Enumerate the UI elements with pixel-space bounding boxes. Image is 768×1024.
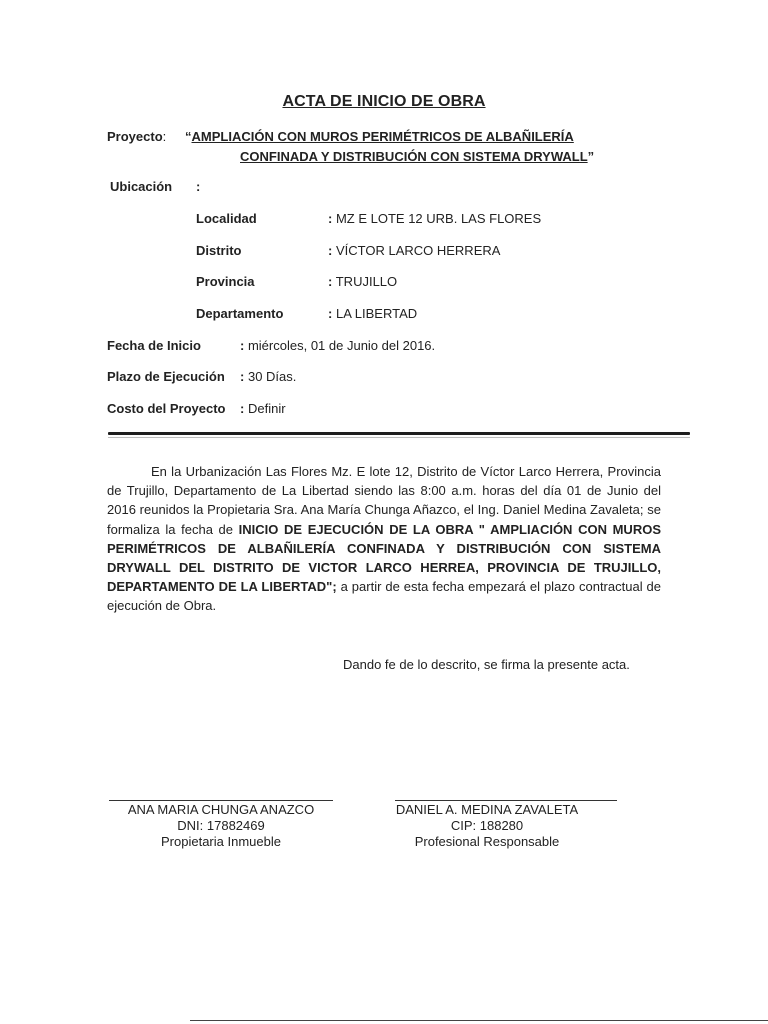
- location-label: Ubicación: [110, 179, 173, 194]
- section-divider-shadow: [108, 437, 690, 438]
- body-text-bold: INICIO DE EJECUCIÓN DE LA OBRA " AMPLIACIÓN CON MUROS PERIMÉTRICOS DE ALBAÑILERÍA CONFINADA Y DISTRIBUCIÓN CON SISTEMA DRYWALL DEL DISTRITO DE VICTOR LARCO HERREA, PROVINCIA DE TRUJILLO, DEPARTAMENTO DE LA LIBERTAD";: [107, 521, 661, 595]
- locality-label: Localidad: [196, 211, 257, 226]
- start-date-value: : miércoles, 01 de Junio del 2016.: [240, 338, 436, 353]
- signature-block-owner: [109, 802, 333, 850]
- signer-id: CIP: 188280: [450, 818, 524, 833]
- signer-role: Propietaria Inmueble: [161, 834, 281, 849]
- project-name-line-2: CONFINADA Y DISTRIBUCIÓN CON SISTEMA DRYWALL”: [240, 149, 595, 164]
- signature-line-professional: [395, 800, 617, 801]
- page-bottom-rule: [190, 1020, 768, 1021]
- project-name-line-1: “AMPLIACIÓN CON MUROS PERIMÉTRICOS DE ALBAÑILERÍA: [185, 129, 574, 144]
- province-label: Provincia: [196, 274, 255, 289]
- signer-name: ANA MARIA CHUNGA ANAZCO: [127, 802, 315, 817]
- district-label: Distrito: [196, 243, 242, 258]
- province-value: : TRUJILLO: [328, 274, 398, 289]
- locality-value: : MZ E LOTE 12 URB. LAS FLORES: [328, 211, 542, 226]
- project-label: Proyecto:: [107, 129, 167, 144]
- term-label: Plazo de Ejecución: [107, 369, 225, 384]
- closing-text: Dando fe de lo descrito, se firma la presente acta.: [343, 657, 630, 672]
- signature-block-professional: [376, 802, 598, 850]
- signer-name: DANIEL A. MEDINA ZAVALETA: [395, 802, 579, 817]
- signer-id: DNI: 17882469: [177, 818, 265, 833]
- district-value: : VÍCTOR LARCO HERRERA: [328, 243, 501, 258]
- section-divider: [108, 432, 690, 435]
- document-title: ACTA DE INICIO DE OBRA: [282, 93, 486, 110]
- location-colon: :: [196, 179, 201, 194]
- term-value: : 30 Días.: [240, 369, 297, 384]
- department-value: : LA LIBERTAD: [328, 306, 418, 321]
- start-date-label: Fecha de Inicio: [107, 338, 201, 353]
- body-text-2: a partir de esta fecha empezará el plazo contractual de ejecución de Obra.: [107, 579, 661, 614]
- cost-label: Costo del Proyecto: [107, 401, 226, 416]
- body-paragraph: [107, 462, 661, 616]
- body-text-1: En la Urbanización Las Flores Mz. E lote 12, Distrito de Víctor Larco Herrera, Provincia de Trujillo, Departamento de La Libertad siendo las 8:00 a.m. horas del día 01 de Junio del 2016 reunidos la Propietaria Sra. Ana María Chunga Añazco, el Ing. Daniel Medina Zavaleta; se formaliza la fecha de: [107, 464, 661, 537]
- cost-value: : Definir: [240, 401, 286, 416]
- signature-line-owner: [109, 800, 333, 801]
- signer-role: Profesional Responsable: [414, 834, 560, 849]
- department-label: Departamento: [196, 306, 284, 321]
